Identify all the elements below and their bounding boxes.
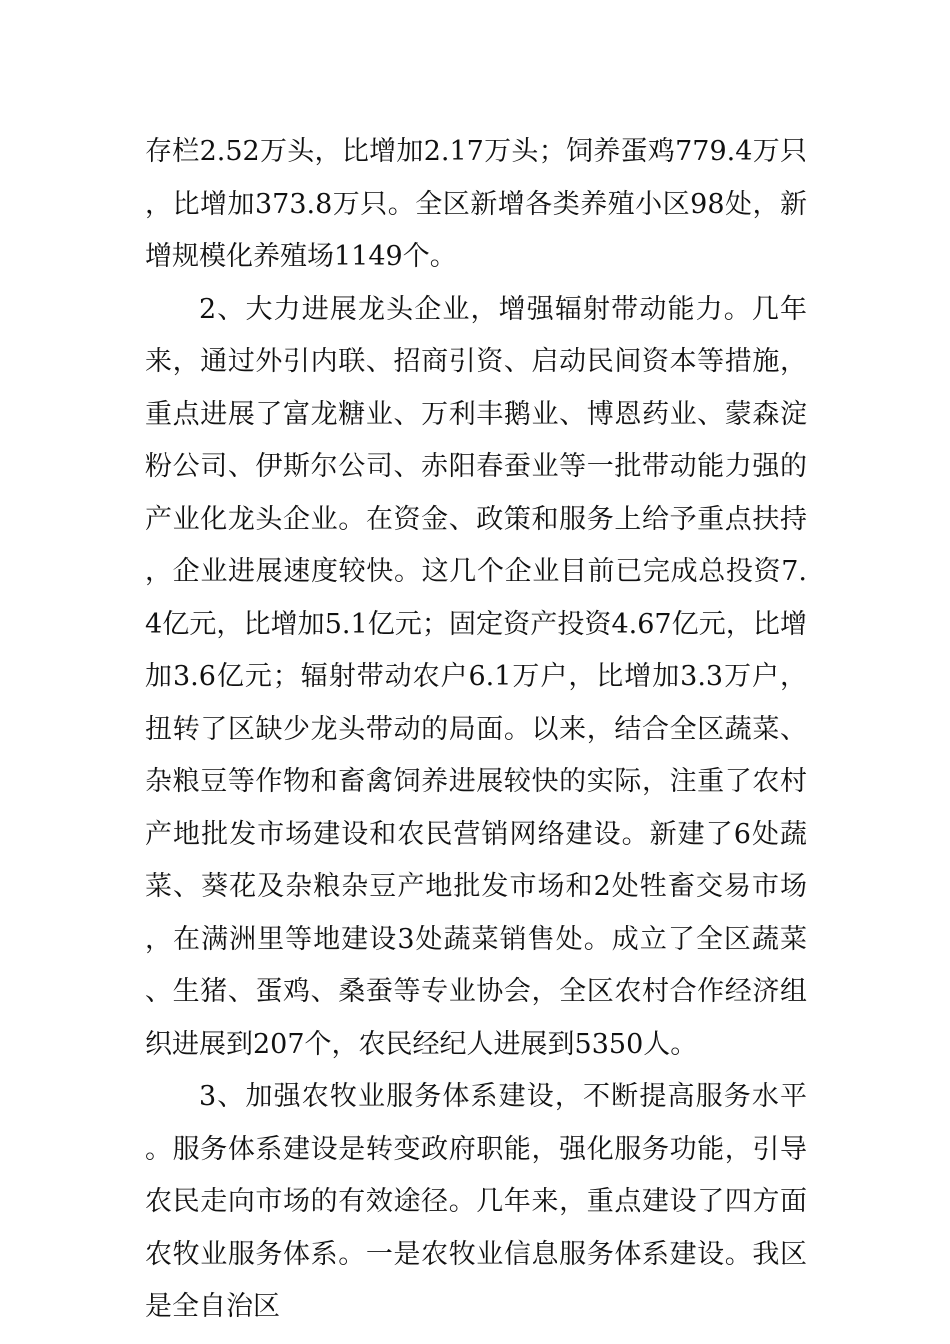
paragraph-leading-enterprises: 2、大力进展龙头企业，增强辐射带动能力。几年来，通过外引内联、招商引资、启动民间资本等措施，重点进展了富龙糖业、万利丰鹅业、博恩药业、蒙森淀粉公司、伊斯尔公司、赤阳春蚕业等一批带动能力强的产业化龙头企业。在资金、政策和服务上给予重点扶持，企业进展速度较快。这几个企业目前已完成总投资7.4亿元，比增加5.1亿元；固定资产投资4.67亿元，比增加3.6亿元；辐射带动农户6.1万户，比增加3.3万户，扭转了区缺少龙头带动的局面。以来，结合全区蔬菜、杂粮豆等作物和畜禽饲养进展较快的实际，注重了农村产地批发市场建设和农民营销网络建设。新建了6处蔬菜、葵花及杂粮杂豆产地批发市场和2处牲畜交易市场，在满洲里等地建设3处蔬菜销售处。成立了全区蔬菜、生猪、蛋鸡、桑蚕等专业协会，全区农村合作经济组织进展到207个，农民经纪人进展到5350人。 <box>145 293 807 1060</box>
paragraph-service-system: 3、加强农牧业服务体系建设，不断提高服务水平。服务体系建设是转变政府职能，强化服务功能，引导农民走向市场的有效途径。几年来，重点建设了四方面农牧业服务体系。一是农牧业信息服务体系建设。我区是全自治区 <box>145 1081 807 1322</box>
document-body <box>145 126 807 1334</box>
paragraph-continuation: 存栏2.52万头，比增加2.17万头；饲养蛋鸡779.4万只，比增加373.8万只。全区新增各类养殖小区98处，新增规模化养殖场1149个。 <box>145 136 807 272</box>
